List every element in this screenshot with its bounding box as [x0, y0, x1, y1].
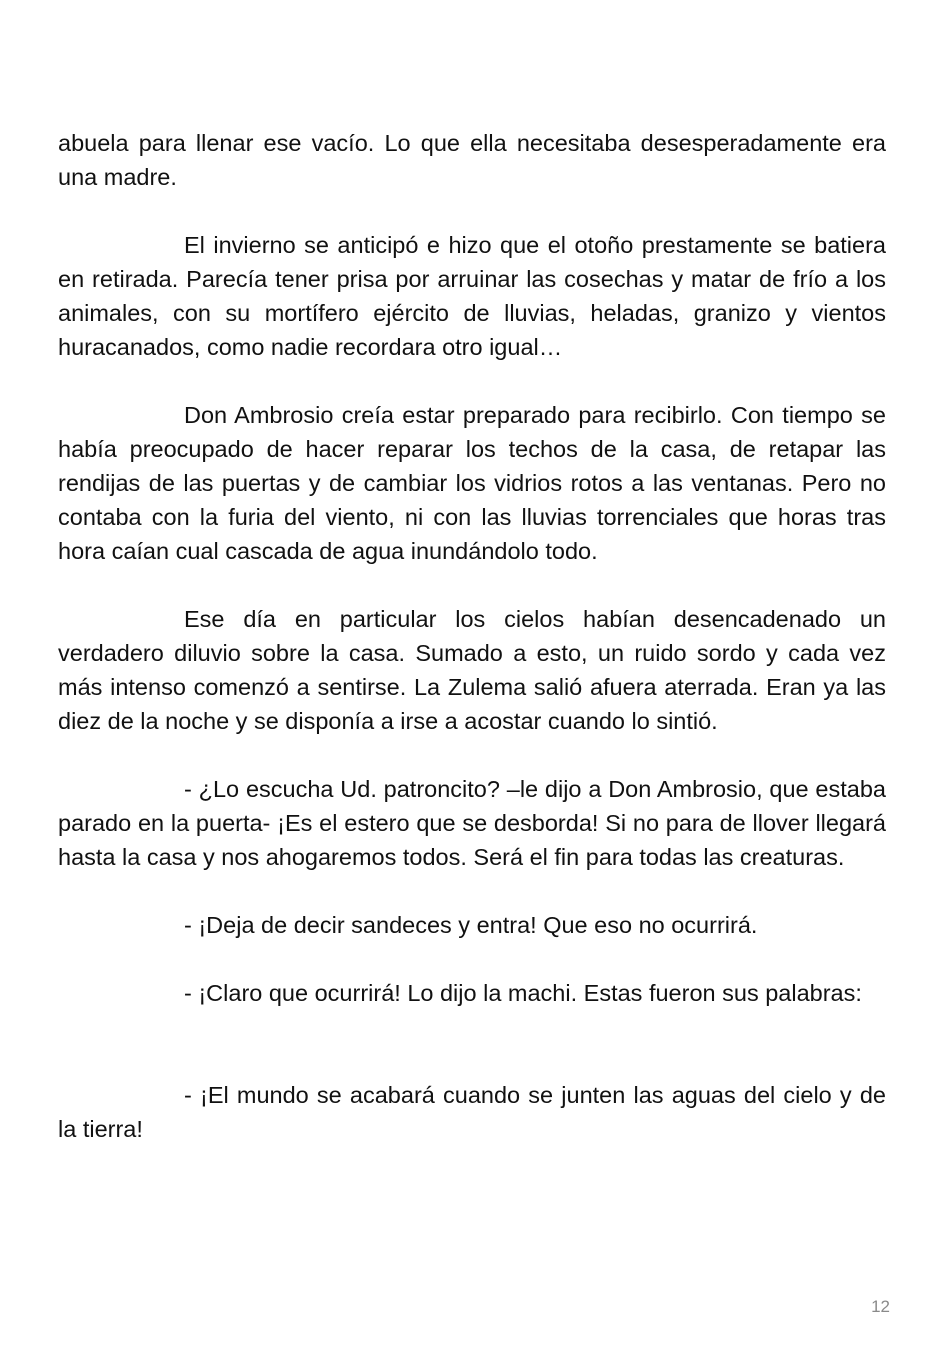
paragraph-gap	[58, 364, 886, 398]
paragraph-gap	[58, 942, 886, 976]
paragraph-4: Ese día en particular los cielos habían desencadenado un verdadero diluvio sobre la casa. Sumado a esto, un ruido sordo y cada vez más intenso comenzó a sentirse. La Zulema salió afuera aterrada. Eran ya las diez de la noche y se disponía a irse a acostar cuando lo sintió.	[58, 606, 886, 734]
paragraph-3: Don Ambrosio creía estar preparado para recibirlo. Con tiempo se había preocupado de hacer reparar los techos de la casa, de retapar las rendijas de las puertas y de cambiar los vidrios rotos a las ventanas. Pero no contaba con la furia del viento, ni con las lluvias torrenciales que horas tras hora caían cual cascada de agua inundándolo todo.	[58, 402, 886, 564]
paragraph-1: abuela para llenar ese vacío. Lo que ella necesitaba desesperadamente era una madre.	[58, 130, 886, 190]
paragraph-gap	[58, 874, 886, 908]
dialogue-2: - ¡Deja de decir sandeces y entra! Que eso no ocurrirá.	[184, 912, 758, 938]
page-number: 12	[871, 1297, 890, 1316]
dialogue-1: - ¿Lo escucha Ud. patroncito? –le dijo a Don Ambrosio, que estaba parado en la puerta- ¡Es el estero que se desborda! Si no para de llover llegará hasta la casa y nos ahogaremos todos. Será el fin para todas las creaturas.	[58, 776, 886, 870]
paragraph-gap	[58, 568, 886, 602]
paragraph-gap	[58, 738, 886, 772]
page-body	[58, 126, 886, 1146]
dialogue-4: - ¡El mundo se acabará cuando se junten las aguas del cielo y de la tierra!	[58, 1082, 886, 1142]
paragraph-gap	[58, 194, 886, 228]
dialogue-3: - ¡Claro que ocurrirá! Lo dijo la machi. Estas fueron sus palabras:	[184, 980, 862, 1006]
paragraph-gap-large	[58, 1010, 886, 1078]
paragraph-2: El invierno se anticipó e hizo que el otoño prestamente se batiera en retirada. Parecía tener prisa por arruinar las cosechas y matar de frío a los animales, con su mortífero ejército de lluvias, heladas, granizo y vientos huracanados, como nadie recordara otro igual…	[58, 232, 886, 360]
